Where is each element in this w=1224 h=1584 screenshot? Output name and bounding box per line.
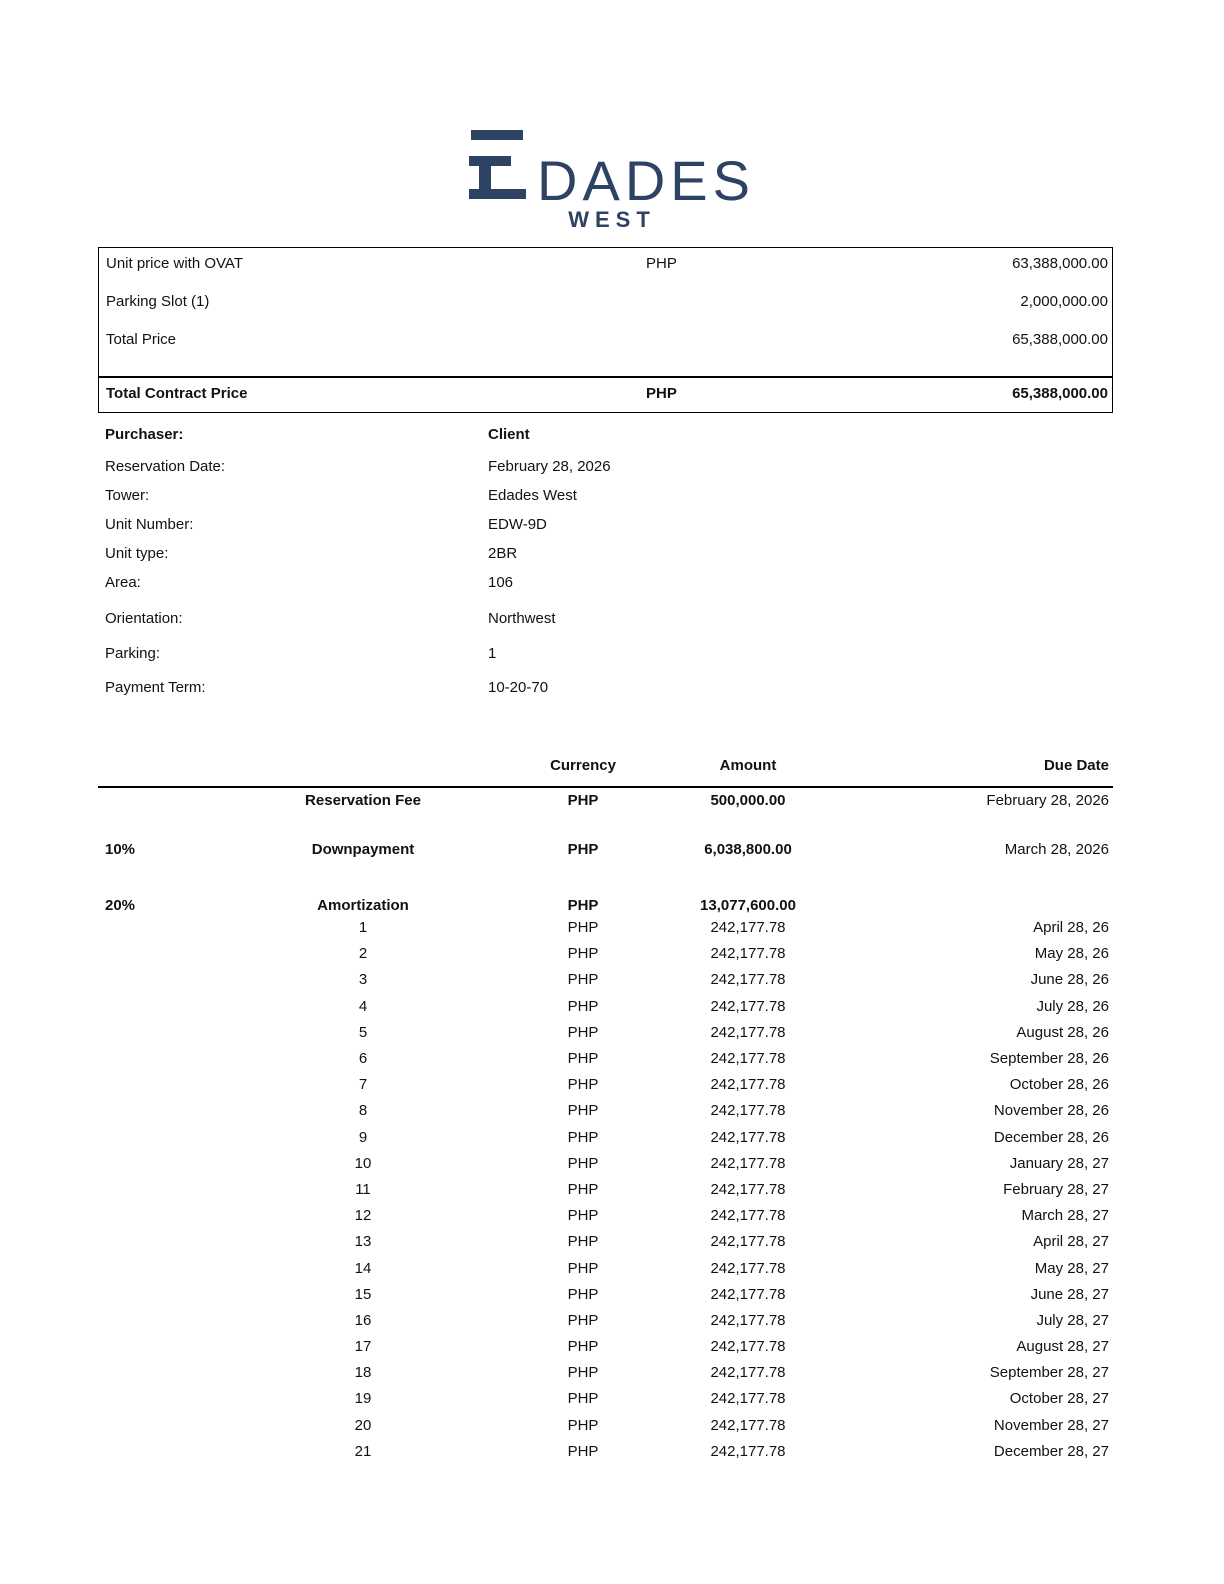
detail-row bbox=[98, 546, 1113, 562]
installment-amount: 242,177.78 bbox=[710, 1050, 786, 1068]
unit-details-section bbox=[98, 427, 1113, 696]
installment-number: 2 bbox=[358, 945, 368, 963]
currency-column-header: Currency bbox=[550, 757, 616, 774]
installment-number: 20 bbox=[354, 1416, 372, 1434]
amortization-row bbox=[98, 898, 1113, 914]
unit-price-row bbox=[99, 256, 1112, 272]
amortization-installment-row bbox=[98, 1360, 1113, 1386]
total-price-row bbox=[99, 332, 1112, 348]
installment-due-date: November 28, 27 bbox=[993, 1416, 1109, 1434]
installment-number: 17 bbox=[354, 1338, 372, 1356]
amortization-installment-row bbox=[98, 1203, 1113, 1229]
installment-amount: 242,177.78 bbox=[710, 1442, 786, 1460]
installment-amount: 242,177.78 bbox=[710, 1128, 786, 1146]
installment-currency: PHP bbox=[567, 1023, 599, 1041]
parking-slot-row bbox=[99, 294, 1112, 310]
amortization-installment-row bbox=[98, 941, 1113, 967]
installment-due-date: July 28, 27 bbox=[1036, 1311, 1109, 1329]
reservation-fee-percent bbox=[98, 793, 228, 809]
total-contract-price-currency: PHP bbox=[646, 384, 677, 402]
purchaser-value: Client bbox=[488, 426, 530, 443]
logo-subtitle-text: WEST bbox=[568, 207, 656, 232]
installment-due-date: April 28, 26 bbox=[1033, 919, 1109, 937]
parking-slot-amount: 2,000,000.00 bbox=[1020, 293, 1108, 310]
installment-due-date: January 28, 27 bbox=[1009, 1154, 1109, 1172]
amortization-installment-row bbox=[98, 967, 1113, 993]
amortization-amount: 13,077,600.00 bbox=[700, 897, 796, 914]
installment-currency: PHP bbox=[567, 1102, 599, 1120]
installment-number: 10 bbox=[354, 1154, 372, 1172]
downpayment-amount: 6,038,800.00 bbox=[704, 841, 792, 858]
detail-value: Northwest bbox=[488, 610, 556, 627]
parking-slot-label: Parking Slot (1) bbox=[106, 293, 210, 310]
installment-currency: PHP bbox=[567, 1207, 599, 1225]
installment-currency: PHP bbox=[567, 997, 599, 1015]
installment-currency: PHP bbox=[567, 1338, 599, 1356]
installment-due-date: July 28, 26 bbox=[1036, 997, 1109, 1015]
installment-number: 1 bbox=[358, 919, 368, 937]
amortization-installment-row bbox=[98, 1046, 1113, 1072]
amortization-currency: PHP bbox=[567, 897, 599, 914]
installment-amount: 242,177.78 bbox=[710, 997, 786, 1015]
installment-due-date: December 28, 27 bbox=[993, 1442, 1109, 1460]
installment-currency: PHP bbox=[567, 1416, 599, 1434]
payment-schedule-table bbox=[98, 758, 1113, 1465]
due-date-column-header: Due Date bbox=[1043, 757, 1109, 774]
installment-currency: PHP bbox=[567, 971, 599, 989]
unit-price-amount: 63,388,000.00 bbox=[1012, 255, 1108, 272]
detail-row bbox=[98, 517, 1113, 533]
installment-currency: PHP bbox=[567, 945, 599, 963]
installment-number: 13 bbox=[354, 1233, 372, 1251]
reservation-fee-currency: PHP bbox=[567, 792, 599, 809]
amortization-installment-row bbox=[98, 1413, 1113, 1439]
installment-due-date: September 28, 26 bbox=[989, 1050, 1109, 1068]
installment-amount: 242,177.78 bbox=[710, 1102, 786, 1120]
unit-price-currency: PHP bbox=[646, 255, 677, 272]
installment-amount: 242,177.78 bbox=[710, 1390, 786, 1408]
detail-label: Area: bbox=[105, 574, 141, 591]
installment-due-date: May 28, 26 bbox=[1034, 945, 1109, 963]
installment-due-date: October 28, 26 bbox=[1009, 1076, 1109, 1094]
parking-slot-currency bbox=[646, 294, 846, 310]
amortization-installment-row bbox=[98, 1334, 1113, 1360]
unit-price-label: Unit price with OVAT bbox=[106, 255, 243, 272]
detail-label: Unit Number: bbox=[105, 516, 194, 533]
installment-due-date: May 28, 27 bbox=[1034, 1259, 1109, 1277]
installment-amount: 242,177.78 bbox=[710, 1180, 786, 1198]
installment-amount: 242,177.78 bbox=[710, 945, 786, 963]
installment-number: 9 bbox=[358, 1128, 368, 1146]
detail-label: Parking: bbox=[105, 645, 161, 662]
detail-row bbox=[98, 611, 1113, 627]
installment-currency: PHP bbox=[567, 1311, 599, 1329]
installment-currency: PHP bbox=[567, 1285, 599, 1303]
installment-number: 4 bbox=[358, 997, 368, 1015]
installment-currency: PHP bbox=[567, 1259, 599, 1277]
installment-currency: PHP bbox=[567, 1154, 599, 1172]
downpayment-row bbox=[98, 842, 1113, 858]
total-contract-price-label: Total Contract Price bbox=[106, 384, 248, 402]
reservation-fee-amount: 500,000.00 bbox=[710, 792, 786, 809]
detail-row bbox=[98, 646, 1113, 662]
amortization-schedule-list bbox=[98, 915, 1113, 1465]
installment-due-date: April 28, 27 bbox=[1033, 1233, 1109, 1251]
installment-due-date: September 28, 27 bbox=[989, 1364, 1109, 1382]
installment-currency: PHP bbox=[567, 919, 599, 937]
detail-value: EDW-9D bbox=[488, 516, 547, 533]
installment-currency: PHP bbox=[567, 1390, 599, 1408]
edades-e-logo-icon bbox=[469, 130, 526, 199]
detail-row bbox=[98, 680, 1113, 696]
installment-amount: 242,177.78 bbox=[710, 1285, 786, 1303]
detail-value: 106 bbox=[488, 574, 514, 591]
installment-currency: PHP bbox=[567, 1180, 599, 1198]
installment-amount: 242,177.78 bbox=[710, 1416, 786, 1434]
installment-number: 21 bbox=[354, 1442, 372, 1460]
installment-number: 19 bbox=[354, 1390, 372, 1408]
amortization-installment-row bbox=[98, 915, 1113, 941]
downpayment-percent: 10% bbox=[105, 841, 136, 858]
installment-due-date: August 28, 26 bbox=[1016, 1023, 1109, 1041]
amortization-percent: 20% bbox=[105, 897, 136, 914]
detail-value: Edades West bbox=[488, 487, 577, 504]
amortization-installment-row bbox=[98, 1282, 1113, 1308]
downpayment-currency: PHP bbox=[567, 841, 599, 858]
installment-due-date: June 28, 27 bbox=[1030, 1285, 1109, 1303]
installment-due-date: June 28, 26 bbox=[1030, 971, 1109, 989]
total-price-currency bbox=[646, 332, 846, 348]
header-rule bbox=[98, 786, 1113, 788]
amortization-installment-row bbox=[98, 1229, 1113, 1255]
installment-amount: 242,177.78 bbox=[710, 1338, 786, 1356]
amortization-installment-row bbox=[98, 1072, 1113, 1098]
installment-number: 12 bbox=[354, 1207, 372, 1225]
installment-due-date: February 28, 27 bbox=[1003, 1180, 1109, 1198]
installment-amount: 242,177.78 bbox=[710, 1364, 786, 1382]
installment-amount: 242,177.78 bbox=[710, 1076, 786, 1094]
amortization-installment-row bbox=[98, 1020, 1113, 1046]
amortization-installment-row bbox=[98, 1308, 1113, 1334]
logo-row bbox=[469, 130, 755, 212]
purchaser-label: Purchaser: bbox=[105, 426, 184, 443]
amortization-installment-row bbox=[98, 1125, 1113, 1151]
installment-due-date: November 28, 26 bbox=[993, 1102, 1109, 1120]
installment-due-date: December 28, 26 bbox=[993, 1128, 1109, 1146]
detail-label: Tower: bbox=[105, 487, 150, 504]
detail-label: Payment Term: bbox=[105, 679, 206, 696]
amortization-due-date bbox=[828, 898, 1113, 914]
detail-row bbox=[98, 459, 1113, 475]
installment-amount: 242,177.78 bbox=[710, 1154, 786, 1172]
total-contract-price-row bbox=[99, 378, 1112, 409]
detail-value: February 28, 2026 bbox=[488, 458, 611, 475]
detail-label: Orientation: bbox=[105, 610, 183, 627]
installment-amount: 242,177.78 bbox=[710, 1233, 786, 1251]
downpayment-due-date: March 28, 2026 bbox=[1004, 841, 1109, 858]
installment-number: 14 bbox=[354, 1259, 372, 1277]
installment-currency: PHP bbox=[567, 1076, 599, 1094]
amortization-installment-row bbox=[98, 1386, 1113, 1412]
installment-currency: PHP bbox=[567, 1442, 599, 1460]
price-box-main bbox=[99, 248, 1112, 378]
amortization-installment-row bbox=[98, 1177, 1113, 1203]
total-price-amount: 65,388,000.00 bbox=[1012, 331, 1108, 348]
installment-number: 18 bbox=[354, 1364, 372, 1382]
edades-west-logo bbox=[0, 130, 1224, 233]
installment-number: 5 bbox=[358, 1023, 368, 1041]
detail-value: 1 bbox=[488, 645, 497, 662]
installment-amount: 242,177.78 bbox=[710, 1207, 786, 1225]
installment-number: 6 bbox=[358, 1050, 368, 1068]
installment-currency: PHP bbox=[567, 1050, 599, 1068]
schedule-header-row bbox=[98, 758, 1113, 774]
detail-value: 10-20-70 bbox=[488, 679, 549, 696]
amortization-label: Amortization bbox=[317, 897, 409, 914]
reservation-fee-label: Reservation Fee bbox=[305, 792, 421, 809]
installment-amount: 242,177.78 bbox=[710, 919, 786, 937]
total-contract-price-amount: 65,388,000.00 bbox=[1012, 384, 1108, 402]
installment-amount: 242,177.78 bbox=[710, 1023, 786, 1041]
installment-currency: PHP bbox=[567, 1233, 599, 1251]
installment-amount: 242,177.78 bbox=[710, 1259, 786, 1277]
installment-due-date: August 28, 27 bbox=[1016, 1338, 1109, 1356]
installment-currency: PHP bbox=[567, 1128, 599, 1146]
installment-number: 16 bbox=[354, 1311, 372, 1329]
installment-currency: PHP bbox=[567, 1364, 599, 1382]
amortization-installment-row bbox=[98, 1439, 1113, 1465]
amortization-installment-row bbox=[98, 1151, 1113, 1177]
amortization-installment-row bbox=[98, 1255, 1113, 1281]
reservation-fee-due-date: February 28, 2026 bbox=[986, 792, 1109, 809]
installment-amount: 242,177.78 bbox=[710, 971, 786, 989]
detail-row bbox=[98, 488, 1113, 504]
detail-label: Reservation Date: bbox=[105, 458, 226, 475]
amount-column-header: Amount bbox=[719, 757, 777, 774]
installment-due-date: October 28, 27 bbox=[1009, 1390, 1109, 1408]
total-price-label: Total Price bbox=[106, 331, 177, 348]
detail-label: Unit type: bbox=[105, 545, 169, 562]
installment-number: 7 bbox=[358, 1076, 368, 1094]
installment-number: 11 bbox=[355, 1180, 371, 1198]
amortization-installment-row bbox=[98, 994, 1113, 1020]
installment-amount: 242,177.78 bbox=[710, 1311, 786, 1329]
installment-number: 8 bbox=[358, 1102, 368, 1120]
detail-value: 2BR bbox=[488, 545, 518, 562]
detail-row bbox=[98, 575, 1113, 591]
installment-number: 3 bbox=[358, 971, 368, 989]
installment-number: 15 bbox=[354, 1285, 372, 1303]
reservation-fee-row bbox=[98, 793, 1113, 809]
amortization-installment-row bbox=[98, 1098, 1113, 1124]
price-summary-box bbox=[98, 247, 1113, 413]
downpayment-label: Downpayment bbox=[311, 841, 415, 858]
purchaser-row bbox=[98, 427, 1113, 443]
logo-brand-text: DADES bbox=[537, 149, 755, 212]
installment-due-date: March 28, 27 bbox=[1021, 1207, 1109, 1225]
